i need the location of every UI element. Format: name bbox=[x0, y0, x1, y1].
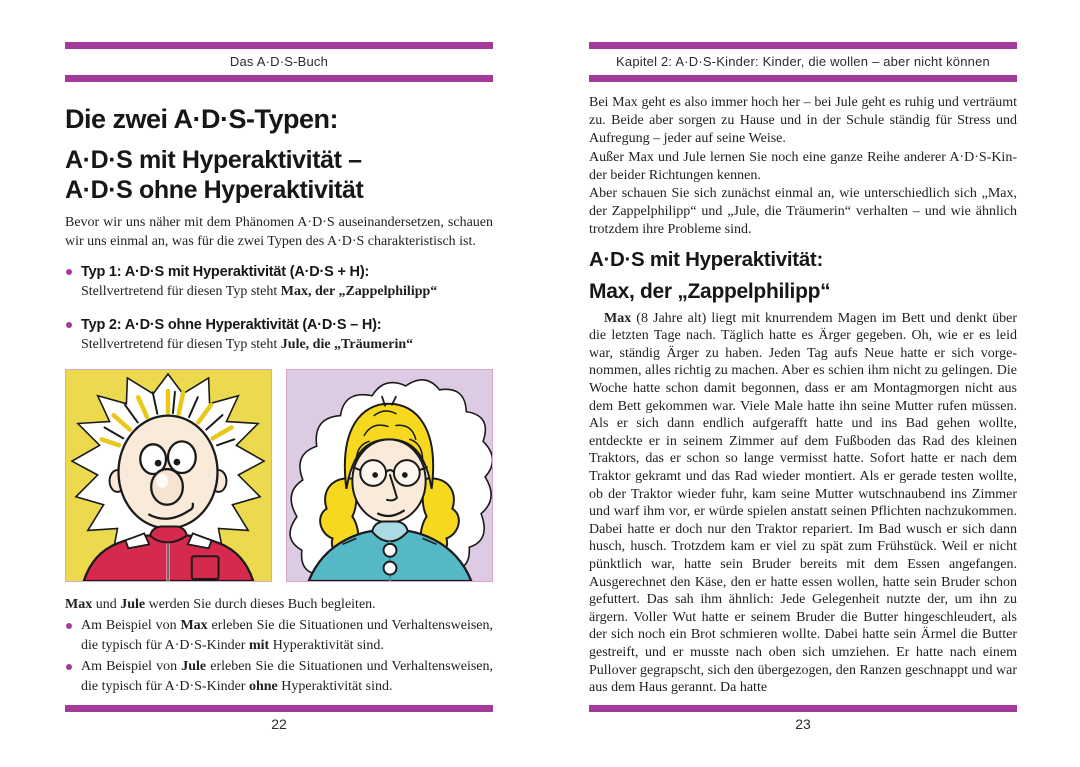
type-2-body bbox=[65, 335, 493, 355]
illustration-max bbox=[65, 369, 272, 582]
bullet-icon bbox=[66, 664, 72, 670]
outro-bullet-2: Am Beispiel von Jule erleben Sie die Situationen und Verhaltensweisen, die typisch für A·D·S-Kinder ohne Hyperaktivität sind. bbox=[65, 657, 493, 698]
running-head-right: Kapitel 2: A·D·S-Kinder: Kinder, die wollen – aber nicht können bbox=[616, 54, 990, 69]
left-page-footer bbox=[65, 705, 493, 732]
outro-block bbox=[65, 595, 493, 698]
sub-heading: Max, der „Zappelphilipp“ bbox=[589, 279, 831, 303]
right-page bbox=[589, 42, 1017, 697]
page-number-right: 23 bbox=[795, 716, 811, 732]
type-2-heading: Typ 2: A·D·S ohne Hyperaktivität (A·D·S – H): bbox=[81, 317, 382, 333]
collar bbox=[150, 527, 187, 543]
story-bold-name: Max bbox=[604, 310, 632, 326]
type-1-body bbox=[65, 282, 493, 302]
paragraph: Aber schauen Sie sich zunächst einmal an, wie unterschiedlich sich „Max, der Zappelphilipp“ und „Jule, die Träumerin“ verhalten – und wie ähnlich trotzdem ihre Probleme sind. bbox=[589, 186, 1017, 238]
outro-bullet-1: Am Beispiel von Max erleben Sie die Situationen und Verhaltensweisen, die typisch für A·D·S-Kinder mit Hyperaktivität sind. bbox=[65, 616, 493, 657]
bullet-icon bbox=[66, 269, 72, 275]
header-rule-top bbox=[589, 42, 1017, 49]
outro-name-max: Max bbox=[65, 597, 93, 612]
footer-rule bbox=[589, 705, 1017, 712]
header-rule-bottom bbox=[65, 75, 493, 82]
button bbox=[384, 544, 397, 557]
footer-rule bbox=[65, 705, 493, 712]
type-item-2 bbox=[65, 316, 493, 355]
type-1-lead: Stellvertretend für diesen Typ steht bbox=[81, 284, 281, 299]
type-1-name: Max, der „Zappelphilipp“ bbox=[280, 284, 438, 299]
left-page bbox=[65, 42, 493, 698]
figure-row bbox=[65, 369, 493, 582]
paragraph: Bei Max geht es also immer hoch her – bei Jule geht es ruhig und verträumt zu. Beide aber sorgen zu Hause und in der Schule ständig für Stress und Aufregung – jeder auf seine Weise. bbox=[589, 95, 1017, 147]
paragraph: Außer Max und Jule lernen Sie noch eine ganze Reihe anderer A·D·S-Kinder beider Richtungen kennen. bbox=[589, 149, 1017, 183]
nose bbox=[151, 469, 183, 505]
section-heading: A·D·S mit Hyperaktivität: bbox=[589, 247, 823, 271]
illustration-jule bbox=[286, 369, 493, 582]
page-number-left: 22 bbox=[271, 716, 287, 732]
running-head-left: Das A·D·S-Buch bbox=[229, 54, 329, 69]
subtitle-line-2: A·D·S ohne Hyperaktivität bbox=[65, 176, 364, 204]
header-rule-top bbox=[65, 42, 493, 49]
header-rule-bottom bbox=[589, 75, 1017, 82]
type-2-name: Jule, die „Träumerin“ bbox=[280, 337, 414, 352]
intro-paragraph: Bevor wir uns näher mit dem Phänomen A·D·S auseinandersetzen, schauen wir uns einmal an, was für die zwei Typen des A·D·S charakteristisch ist. bbox=[65, 215, 493, 249]
subtitle-line-1: A·D·S mit Hyperaktivität – bbox=[65, 146, 362, 174]
outro-name-jule: Jule bbox=[120, 597, 146, 612]
story-paragraph: Max (8 Jahre alt) liegt mit knurrendem Magen im Bett und denkt über die letzten Tage nach. Täglich hatte es Ärger gegeben. Oh, wie er es leid war, ständig Ärger zu haben. Jeden Tag aufs Neue hatte er sich vorgenommen, alles richtig zu machen. Aber es schien ihm nicht zu gelingen. Die Woche hatte schon damit begonnen, dass er am Montagmorgen nicht aus dem Bett gekommen war. Viele Male hatte ihn seine Mutter rufen müssen. Als er sich dann endlich aufgerafft hatte und ins Bad gehen wollte, entdeckte er in seinem Zimmer auf dem Fußboden das Rad des kleinen Traktors, das er schon so lange vermisst hatte. Sofort hatte er nach dem Traktor gekramt und das Rad wieder montiert. Als er gerade testen wollte, ob der Traktor wieder fuhr, kam seine Mutter wutschnaubend ins Zimmer und warf ihm vor, er würde spielen anstatt seinen Pflichten nachzukommen. Dabei hatte er doch nur den Traktor repariert. Im Bad wusch er sich dann husch, husch. Trotzdem kam er viel zu spät zum Frühstück. Weil er nicht pünktlich war, hatte sein Bruder bereits mit dem Essen angefangen. Ausgerechnet den Käse, den er hatte essen wollen, hatte sein Bruder schon gefuttert. Das sah ihm ähnlich: Jede Gelegenheit nutzte der, um ihn zu ärgern. Voller Wut hatte er seinem Bruder die Butter hingeschleudert, als der sich noch ein Brot schmieren wollte. Dabei hatte sein Ärmel die Butter gestreift, und er musste nach oben sich umziehen. Er hatte nach einem Pullover gegrapscht, sich den übergezogen, den Ranzen geschnappt und war aus dem Haus gerannt. Da hatte bbox=[589, 310, 1017, 696]
outro-lead: Max und Jule werden Sie durch dieses Buch begleiten. bbox=[65, 597, 376, 612]
page-subtitle bbox=[65, 145, 493, 205]
type-item-1 bbox=[65, 263, 493, 302]
bullet-icon bbox=[66, 322, 72, 328]
type-1-heading: Typ 1: A·D·S mit Hyperaktivität (A·D·S + H): bbox=[81, 264, 370, 280]
intro-paragraphs bbox=[589, 94, 1017, 240]
page-title: Die zwei A·D·S-Typen: bbox=[65, 104, 339, 134]
button bbox=[384, 562, 397, 575]
bullet-icon bbox=[66, 623, 72, 629]
right-page-footer bbox=[589, 705, 1017, 732]
type-2-lead: Stellvertretend für diesen Typ steht bbox=[81, 337, 281, 352]
